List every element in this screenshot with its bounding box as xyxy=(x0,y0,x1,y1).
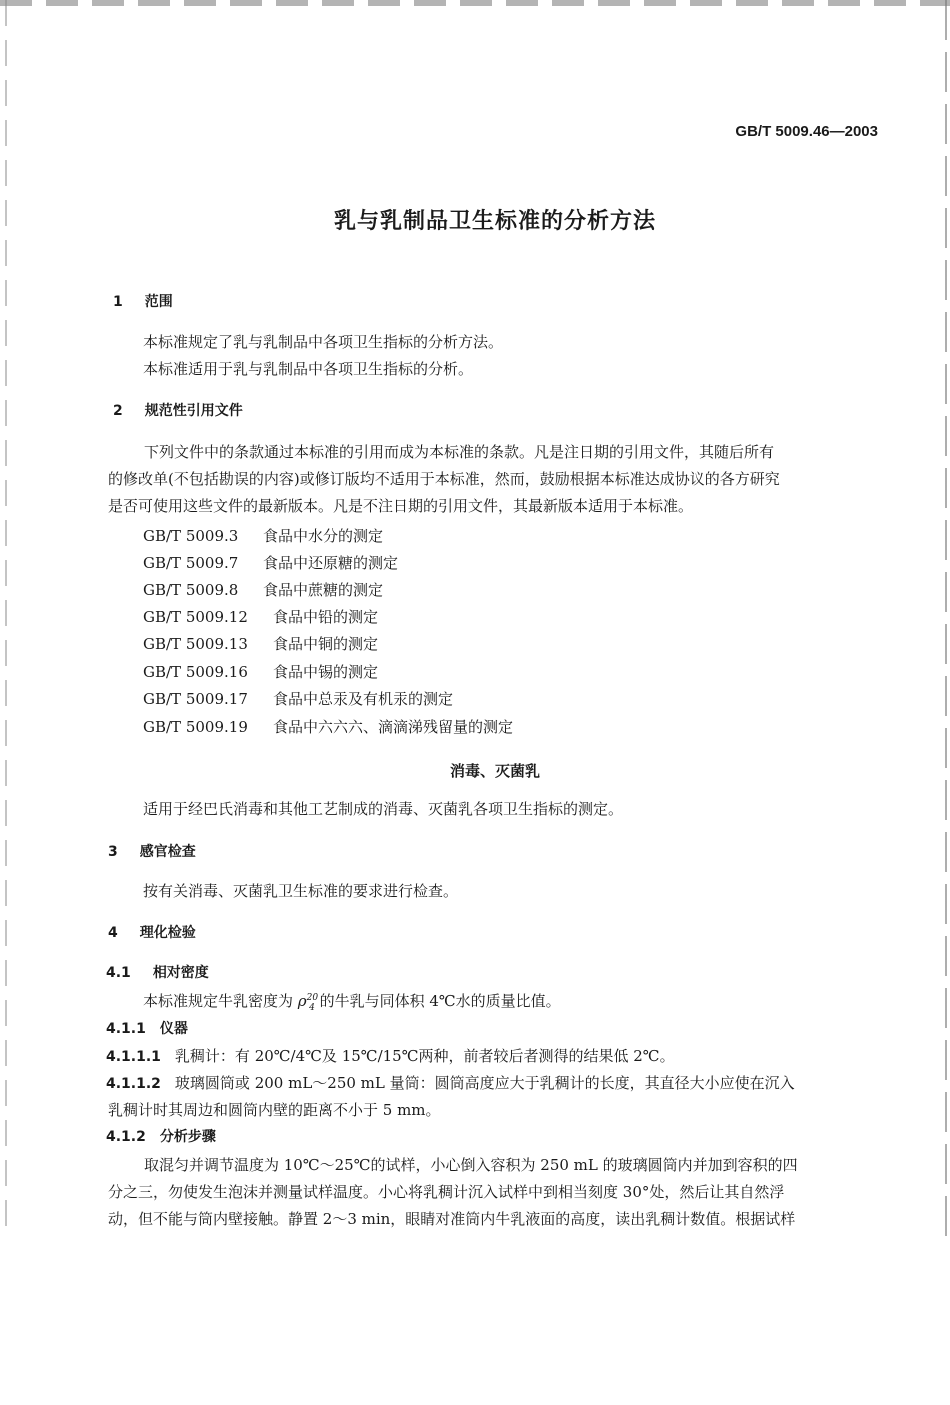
reference-name: 食品中总汞及有机汞的测定 xyxy=(273,690,454,708)
section-1-para-2: 本标准适用于乳与乳制品中各项卫生指标的分析。 xyxy=(143,360,474,378)
section-title: 相对密度 xyxy=(152,965,209,981)
item-4-1-1-2-continued: 乳稠计时其周边和圆筒内壁的距离不小于 5 mm。 xyxy=(108,1101,441,1119)
reference-item xyxy=(143,716,513,737)
scan-top-border xyxy=(0,0,950,6)
reference-code: GB/T 5009.19 xyxy=(143,718,248,736)
section-title: 感官检查 xyxy=(139,844,196,860)
section-3-heading xyxy=(108,841,196,861)
reference-name: 食品中铅的测定 xyxy=(273,608,379,626)
reference-name: 食品中六六六、滴滴涕残留量的测定 xyxy=(273,718,514,736)
paragraph-line: 动，但不能与筒内壁接触。静置 2～3 min，眼睛对准筒内牛乳液面的高度，读出乳稠计数值。根据试样 xyxy=(108,1210,796,1228)
part-intro: 适用于经巴氏消毒和其他工艺制成的消毒、灭菌乳各项卫生指标的测定。 xyxy=(143,800,624,818)
paragraph-line: 是否可使用这些文件的最新版本。凡是不注日期的引用文件，其最新版本适用于本标准。 xyxy=(108,497,694,515)
reference-item xyxy=(143,606,378,627)
section-number: 2 xyxy=(113,403,123,419)
reference-item xyxy=(143,633,378,654)
reference-item xyxy=(143,661,378,682)
section-number: 4.1.1 xyxy=(106,1021,146,1037)
rho-subscript: 4 xyxy=(309,1003,315,1013)
reference-code: GB/T 5009.13 xyxy=(143,635,248,653)
rho-superscript: 20 xyxy=(306,993,319,1003)
reference-item xyxy=(143,688,453,709)
scan-left-border xyxy=(5,0,7,1240)
paragraph-line: 下列文件中的条款通过本标准的引用而成为本标准的条款。凡是注日期的引用文件，其随后所有 xyxy=(144,443,775,461)
item-text: 玻璃圆筒或 200 mL～250 mL 量筒：圆筒高度应大于乳稠计的长度，其直径大小应使在沉入 xyxy=(174,1074,795,1092)
reference-code: GB/T 5009.7 xyxy=(143,554,239,572)
section-title: 规范性引用文件 xyxy=(144,403,243,419)
scan-right-border xyxy=(945,0,947,1240)
reference-name: 食品中铜的测定 xyxy=(273,635,379,653)
section-2-paragraph xyxy=(108,439,878,520)
section-4-1-para xyxy=(143,990,561,1013)
reference-name: 食品中还原糖的测定 xyxy=(263,554,399,572)
section-title: 理化检验 xyxy=(139,925,196,941)
section-2-heading xyxy=(113,400,243,420)
para-text: 本标准规定牛乳密度为 xyxy=(143,992,294,1010)
reference-code: GB/T 5009.8 xyxy=(143,581,239,599)
section-number: 4.1.2 xyxy=(106,1129,146,1145)
section-number: 3 xyxy=(108,844,118,860)
item-number: 4.1.1.1 xyxy=(106,1049,161,1065)
density-symbol xyxy=(297,992,319,1013)
reference-item xyxy=(143,525,383,546)
paragraph-line: 分之三，勿使发生泡沫并测量试样温度。小心将乳稠计沉入试样中到相当刻度 30°处，然后让其自然浮 xyxy=(108,1183,785,1201)
reference-code: GB/T 5009.17 xyxy=(143,690,248,708)
section-title: 范围 xyxy=(144,294,173,310)
item-number: 4.1.1.2 xyxy=(106,1076,161,1092)
item-4-1-1-1 xyxy=(106,1045,675,1066)
section-4-heading xyxy=(108,922,196,942)
reference-code: GB/T 5009.16 xyxy=(143,663,248,681)
standard-number: GB/T 5009.46—2003 xyxy=(735,123,878,140)
section-4-1-heading xyxy=(106,962,209,982)
reference-item xyxy=(143,552,398,573)
reference-code: GB/T 5009.12 xyxy=(143,608,248,626)
item-text: 乳稠计：有 20℃/4℃及 15℃/15℃两种，前者较后者测得的结果低 2℃。 xyxy=(174,1047,675,1065)
section-3-para: 按有关消毒、灭菌乳卫生标准的要求进行检查。 xyxy=(143,882,459,900)
page-title: 乳与乳制品卫生标准的分析方法 xyxy=(333,209,656,234)
rho-letter: ρ xyxy=(297,992,307,1010)
part-heading: 消毒、灭菌乳 xyxy=(449,762,540,780)
item-4-1-1-2 xyxy=(106,1072,795,1093)
section-1-para-1: 本标准规定了乳与乳制品中各项卫生指标的分析方法。 xyxy=(143,333,504,351)
reference-item xyxy=(143,579,383,600)
para-text: 的牛乳与同体积 4℃水的质量比值。 xyxy=(319,992,561,1010)
section-4-1-1-heading xyxy=(106,1018,188,1038)
section-title: 仪器 xyxy=(159,1021,188,1037)
reference-code: GB/T 5009.3 xyxy=(143,527,239,545)
section-1-heading xyxy=(113,291,173,311)
section-title: 分析步骤 xyxy=(159,1129,216,1145)
section-number: 4 xyxy=(108,925,118,941)
section-number: 1 xyxy=(113,294,123,310)
paragraph-line: 取混匀并调节温度为 10℃～25℃的试样，小心倒入容积为 250 mL 的玻璃圆筒内并加到容积的四 xyxy=(144,1156,798,1174)
section-number: 4.1 xyxy=(106,965,131,981)
reference-name: 食品中锡的测定 xyxy=(273,663,379,681)
reference-name: 食品中水分的测定 xyxy=(263,527,384,545)
section-4-1-2-heading xyxy=(106,1126,216,1146)
reference-name: 食品中蔗糖的测定 xyxy=(263,581,384,599)
section-4-1-2-paragraph xyxy=(108,1152,878,1233)
paragraph-line: 的修改单(不包括勘误的内容)或修订版均不适用于本标准，然而，鼓励根据本标准达成协议的各方研究 xyxy=(108,470,780,488)
